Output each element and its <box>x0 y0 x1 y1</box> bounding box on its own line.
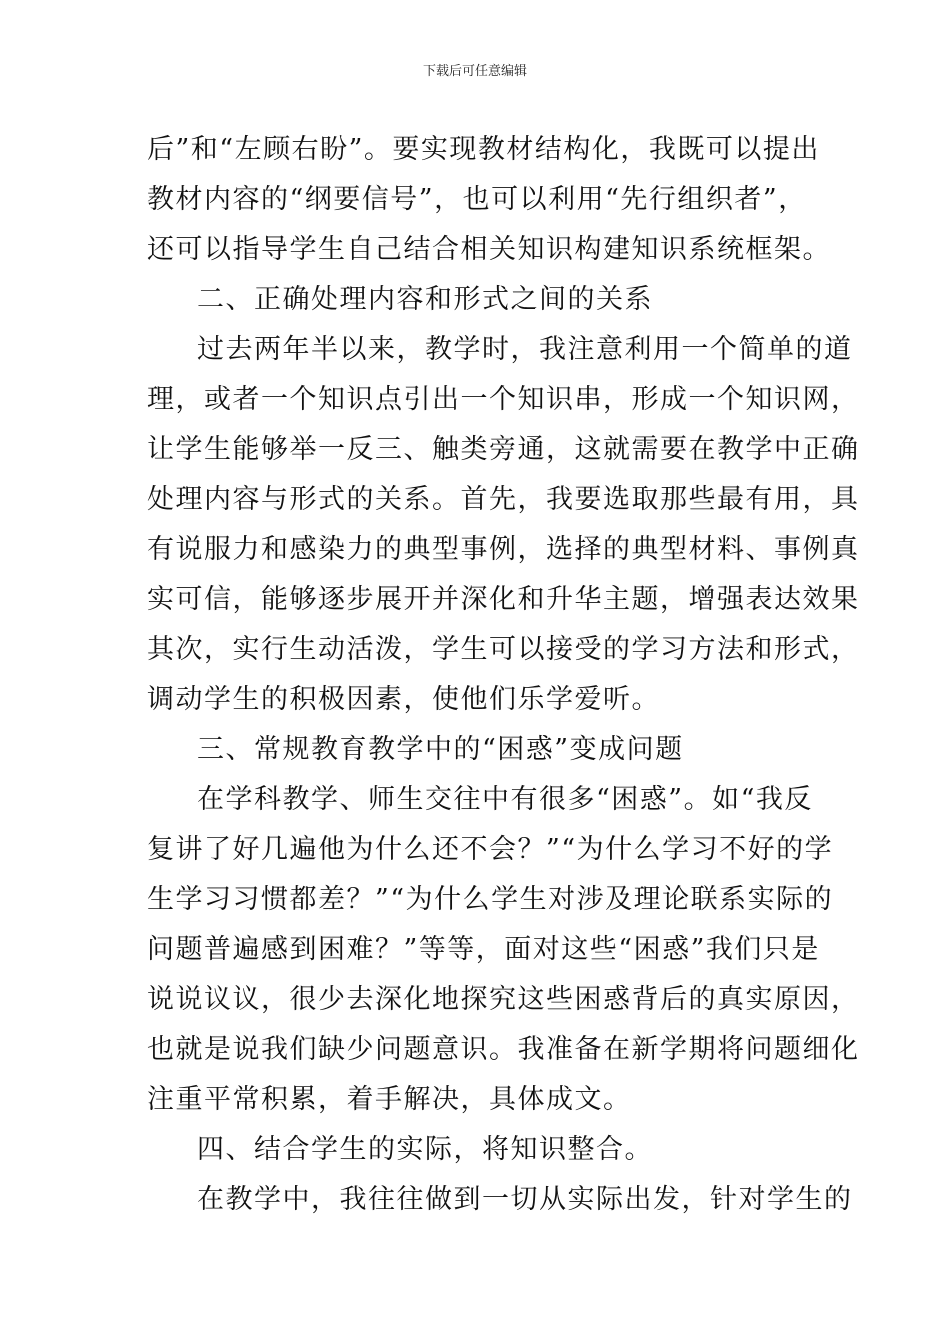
page-header: 下载后可任意编辑 <box>422 64 527 79</box>
section-heading: 二、正确处理内容和形式之间的关系 <box>197 284 653 315</box>
text-line: 有说服力和感染力的典型事例，选择的典型材料、事例真 <box>147 534 860 565</box>
text-line: 在学科教学、师生交往中有很多“困惑”。如“我反 <box>197 784 813 815</box>
text-line: 理，或者一个知识点引出一个知识串，形成一个知识网， <box>147 384 860 415</box>
text-line: 在教学中，我往往做到一切从实际出发，针对学生的 <box>197 1184 853 1215</box>
text-line: 说说议议，很少去深化地探究这些困惑背后的真实原因， <box>147 984 860 1015</box>
text-line: 后”和“左顾右盼”。要实现教材结构化，我既可以提出 <box>147 134 820 165</box>
text-line: 复讲了好几遍他为什么还不会？”“为什么学习不好的学 <box>147 834 834 865</box>
text-line: 过去两年半以来，教学时，我注意利用一个简单的道 <box>197 334 853 365</box>
text-line: 实可信，能够逐步展开并深化和升华主题，增强表达效果 <box>147 584 860 615</box>
text-line: 生学习习惯都差？”“为什么学生对涉及理论联系实际的 <box>147 884 834 915</box>
text-line: 让学生能够举一反三、触类旁通，这就需要在教学中正确 <box>147 434 860 465</box>
text-line: 教材内容的“纲要信号”，也可以利用“先行组织者”， <box>147 184 807 215</box>
text-line: 还可以指导学生自己结合相关知识构建知识系统框架。 <box>147 234 831 265</box>
section-heading: 三、常规教育教学中的“困惑”变成问题 <box>197 734 684 765</box>
text-line: 也就是说我们缺少问题意识。我准备在新学期将问题细化 <box>147 1034 860 1065</box>
section-heading: 四、结合学生的实际，将知识整合。 <box>197 1134 653 1165</box>
text-line: 调动学生的积极因素，使他们乐学爱听。 <box>147 684 660 715</box>
text-line: 问题普遍感到困难？”等等，面对这些“困惑”我们只是 <box>147 934 820 965</box>
text-line: 其次，实行生动活泼，学生可以接受的学习方法和形式， <box>147 634 860 665</box>
text-line: 注重平常积累，着手解决，具体成文。 <box>147 1084 632 1115</box>
text-line: 处理内容与形式的关系。首先，我要选取那些最有用，具 <box>147 484 860 515</box>
